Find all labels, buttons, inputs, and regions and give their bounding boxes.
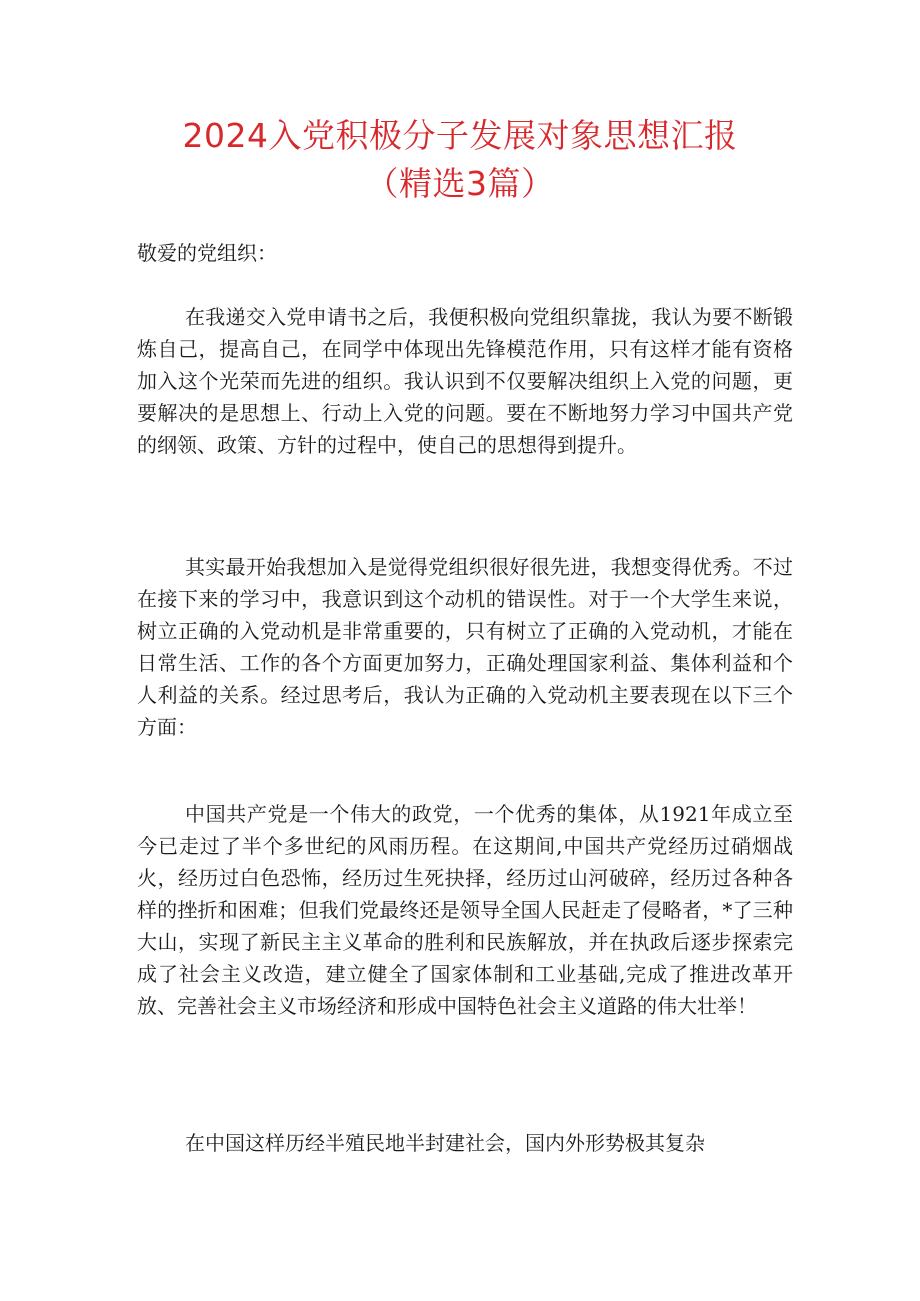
paragraph-1: 在我递交入党申请书之后，我便积极向党组织靠拢，我认为要不断锻炼自己，提高自己，在同学中体现出先锋模范作用，只有这样才能有资格加入这个光荣而先进的组织。我认识到不仅要解决组织上入党的问题，更要解决的是思想上、行动上入党的问题。要在不断地努力学习中国共产党的纲领、政策、方针的过程中，使自己的思想得到提升。 — [137, 305, 793, 457]
document-title: 2024入党积极分子发展对象思想汇报 — [182, 116, 738, 155]
paragraph-4: 在中国这样历经半殖民地半封建社会，国内外形势极其复杂 — [185, 1131, 705, 1155]
document-subtitle: （精选3篇） — [365, 164, 555, 203]
paragraph-3: 中国共产党是一个伟大的政党，一个优秀的集体，从1921年成立至今已走过了半个多世纪的风雨历程。在这期间,中国共产党经历过硝烟战火，经历过白色恐怖，经历过生死抉择，经历过山河破碎，经历过各种各样的挫折和困难；但我们党最终还是领导全国人民赶走了侵略者，*了三种大山，实现了新民主主义革命的胜利和民族解放，并在执政后逐步探索完成了社会主义改造，建立健全了国家体制和工业基础,完成了推进改革开放、完善社会主义市场经济和形成中国特色社会主义道路的伟大壮举！ — [137, 802, 793, 1018]
paragraph-2: 其实最开始我想加入是觉得党组织很好很先进，我想变得优秀。不过在接下来的学习中，我意识到这个动机的错误性。对于一个大学生来说，树立正确的入党动机是非常重要的，只有树立了正确的入党动机，才能在日常生活、工作的各个方面更加努力，正确处理国家利益、集体利益和个人利益的关系。经过思考后，我认为正确的入党动机主要表现在以下三个方面： — [137, 555, 793, 739]
salutation: 敬爱的党组织： — [137, 241, 277, 265]
